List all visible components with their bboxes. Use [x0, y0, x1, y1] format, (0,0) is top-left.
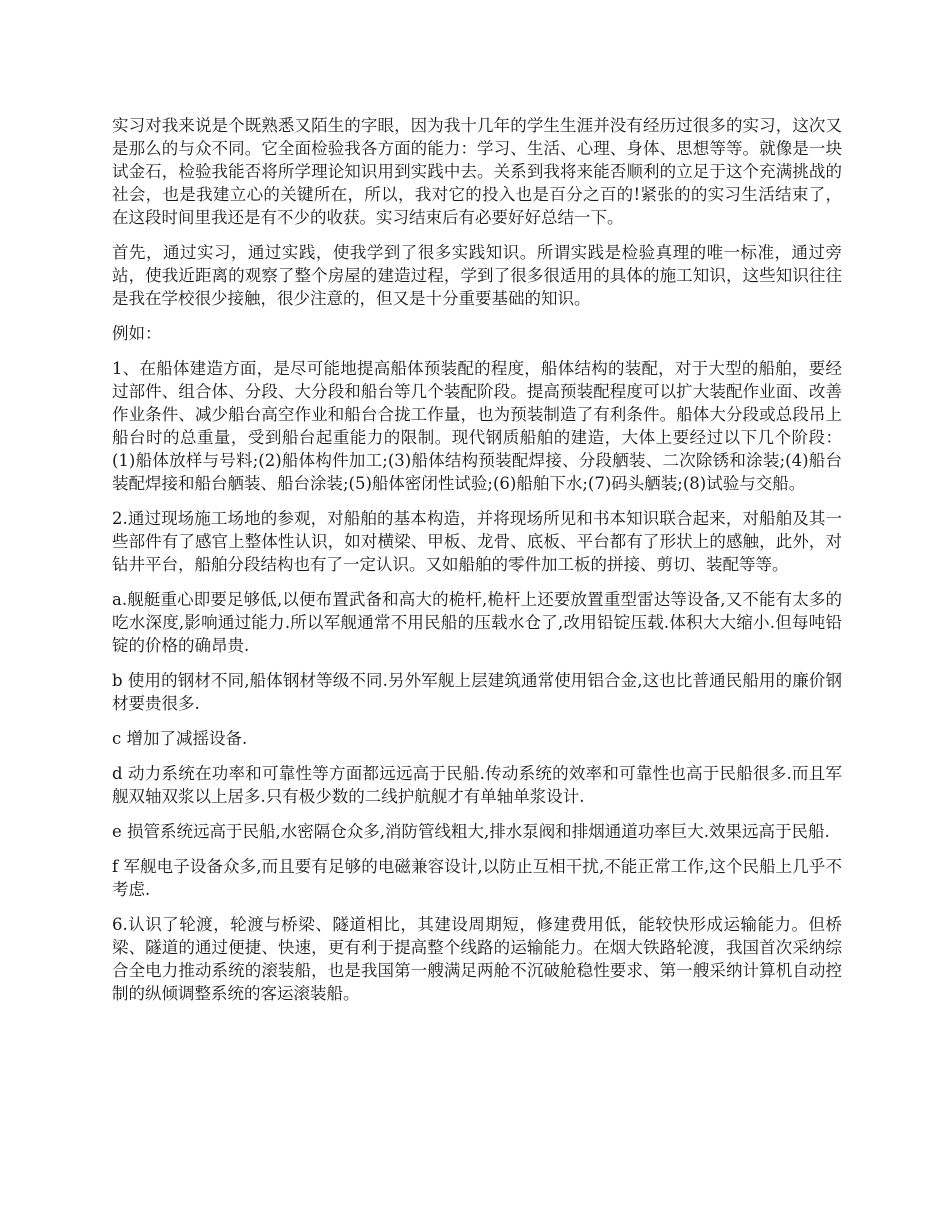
paragraph-item-f: f 军舰电子设备众多,而且要有足够的电磁兼容设计,以防止互相干扰,不能正常工作,这个民船上几乎不考虑.	[112, 857, 842, 899]
paragraph-first: 首先，通过实习，通过实践，使我学到了很多实践知识。所谓实践是检验真理的唯一标准，通过旁站，使我近距离的观察了整个房屋的建造过程，学到了很多很适用的具体的施工知识，这些知识往往是我在学校很少接触，很少注意的，但又是十分重要基础的知识。	[112, 243, 842, 308]
document-body	[112, 114, 842, 1017]
paragraph-item-1: 1、在船体建造方面，是尽可能地提高船体预装配的程度，船体结构的装配，对于大型的船舶，要经过部件、组合体、分段、大分段和船台等几个装配阶段。提高预装配程度可以扩大装配作业面、改善作业条件、减少船台高空作业和船台合拢工作量，也为预装制造了有利条件。船体大分段或总段吊上船台时的总重量，受到船台起重能力的限制。现代钢质船舶的建造，大体上要经过以下几个阶段：(1)船体放样与号料;(2)船体构件加工;(3)船体结构预装配焊接、分段舾装、二次除锈和涂装;(4)船台装配焊接和船台舾装、船台涂装;(5)船体密闭性试验;(6)船舶下水;(7)码头舾装;(8)试验与交船。	[112, 359, 842, 493]
paragraph-item-c: c 增加了减摇设备.	[112, 729, 248, 748]
paragraph-item-2: 2.通过现场施工场地的参观，对船舶的基本构造，并将现场所见和书本知识联合起来，对船舶及其一些部件有了感官上整体性认识，如对横梁、甲板、龙骨、底板、平台都有了形状上的感触，此外，对钻井平台，船舶分段结构也有了一定认识。又如船舶的零件加工板的拼接、剪切、装配等等。	[112, 509, 842, 574]
paragraph-item-a: a.舰艇重心即要足够低,以便布置武备和高大的桅杆,桅杆上还要放置重型雷达等设备,又不能有太多的吃水深度,影响通过能力.所以军舰通常不用民船的压载水仓了,改用铅锭压载.体积大大缩小.但每吨铅锭的价格的确昂贵.	[112, 590, 842, 655]
paragraph-item-d: d 动力系统在功率和可靠性等方面都远远高于民船.传动系统的效率和可靠性也高于民船很多.而且军舰双轴双浆以上居多.只有极少数的二线护航舰才有单轴单浆设计.	[112, 764, 842, 806]
paragraph-item-b: b 使用的钢材不同,船体钢材等级不同.另外军舰上层建筑通常使用铝合金,这也比普通民船用的廉价钢材要贵很多.	[112, 671, 842, 713]
paragraph-item-e: e 损管系统远高于民船,水密隔仓众多,消防管线粗大,排水泵阀和排烟通道功率巨大.效果远高于民船.	[112, 822, 830, 841]
paragraph-item-6: 6.认识了轮渡，轮渡与桥梁、隧道相比，其建设周期短，修建费用低，能较快形成运输能力。但桥梁、隧道的通过便捷、快速，更有利于提高整个线路的运输能力。在烟大铁路轮渡，我国首次采纳综合全电力推动系统的滚装船，也是我国第一艘满足两舱不沉破舱稳性要求、第一艘采纳计算机自动控制的纵倾调整系统的客运滚装船。	[112, 915, 842, 1003]
paragraph-intro: 实习对我来说是个既熟悉又陌生的字眼，因为我十几年的学生生涯并没有经历过很多的实习，这次又是那么的与众不同。它全面检验我各方面的能力：学习、生活、心理、身体、思想等等。就像是一块试金石，检验我能否将所学理论知识用到实践中去。关系到我将来能否顺利的立足于这个充满挑战的社会，也是我建立心的关键所在，所以，我对它的投入也是百分之百的!紧张的的实习生活结束了，在这段时间里我还是有不少的收获。实习结束后有必要好好总结一下。	[112, 116, 842, 227]
paragraph-example-label: 例如：	[112, 324, 162, 343]
